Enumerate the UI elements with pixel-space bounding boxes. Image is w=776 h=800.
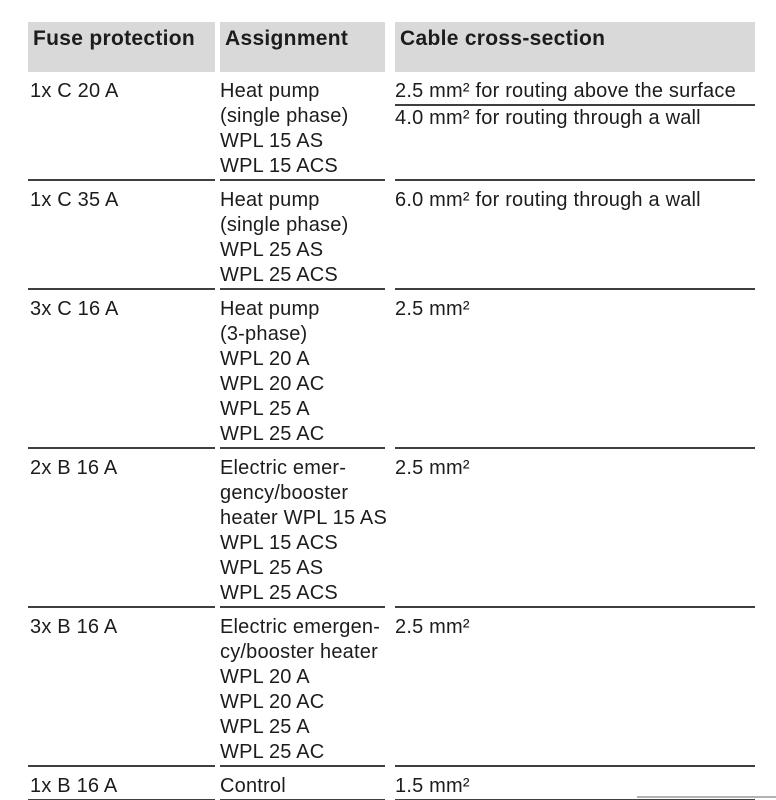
assignment-line: WPL 25 A bbox=[220, 716, 310, 738]
assignment-line: WPL 25 AC bbox=[220, 741, 325, 763]
assignment-line: WPL 20 A bbox=[220, 348, 310, 370]
assignment-line: Heat pump bbox=[220, 298, 320, 320]
assignment-line: Control bbox=[220, 775, 286, 797]
table-header-row bbox=[28, 22, 755, 72]
assignment-cell bbox=[220, 449, 385, 608]
cable-cell bbox=[395, 449, 755, 608]
assignment-cell bbox=[220, 290, 385, 449]
fuse-protection-cell: 1x B 16 A bbox=[28, 767, 215, 800]
cable-option: 2.5 mm² bbox=[395, 616, 470, 638]
fuse-protection-cell: 2x B 16 A bbox=[28, 449, 215, 608]
cable-option: 6.0 mm² for routing through a wall bbox=[395, 189, 701, 211]
fuse-protection-table bbox=[28, 22, 755, 800]
assignment-cell bbox=[220, 72, 385, 181]
fuse-protection-cell: 3x C 16 A bbox=[28, 290, 215, 449]
assignment-line: WPL 25 AS bbox=[220, 239, 324, 261]
assignment-line: cy/booster heater bbox=[220, 641, 378, 663]
cable-cell bbox=[395, 72, 755, 181]
assignment-line: gency/booster bbox=[220, 482, 349, 504]
assignment-line: Electric emer- bbox=[220, 457, 347, 479]
assignment-line: WPL 25 AS bbox=[220, 557, 324, 579]
table-row bbox=[28, 449, 755, 608]
fuse-protection-cell: 1x C 20 A bbox=[28, 72, 215, 181]
table-row bbox=[28, 290, 755, 449]
cable-option: 2.5 mm² bbox=[395, 457, 470, 479]
cable-option: 2.5 mm² bbox=[395, 298, 470, 320]
assignment-line: (3-phase) bbox=[220, 323, 308, 345]
assignment-line: Electric emergen- bbox=[220, 616, 381, 638]
cable-cell bbox=[395, 290, 755, 449]
assignment-line: WPL 25 AC bbox=[220, 423, 325, 445]
cable-option: 1.5 mm² bbox=[395, 775, 470, 797]
header-assignment: Assignment bbox=[220, 22, 385, 72]
assignment-line: WPL 20 AC bbox=[220, 373, 325, 395]
assignment-line: WPL 20 A bbox=[220, 666, 310, 688]
header-cable-cross-section: Cable cross-section bbox=[395, 22, 755, 72]
cable-cell bbox=[395, 608, 755, 767]
assignment-line: (single phase) bbox=[220, 105, 349, 127]
assignment-line: WPL 15 AS bbox=[220, 130, 324, 152]
assignment-line: heater WPL 15 AS bbox=[220, 507, 387, 529]
assignment-cell bbox=[220, 608, 385, 767]
cable-cell bbox=[395, 181, 755, 290]
assignment-cell bbox=[220, 181, 385, 290]
assignment-line: WPL 20 AC bbox=[220, 691, 325, 713]
cable-option: 4.0 mm² for routing through a wall bbox=[395, 107, 701, 129]
assignment-line: Heat pump bbox=[220, 189, 320, 211]
assignment-line: WPL 15 ACS bbox=[220, 532, 338, 554]
fuse-protection-cell: 3x B 16 A bbox=[28, 608, 215, 767]
assignment-cell bbox=[220, 767, 385, 800]
assignment-line: (single phase) bbox=[220, 214, 349, 236]
assignment-line: Heat pump bbox=[220, 80, 320, 102]
table-row bbox=[28, 181, 755, 290]
table-row bbox=[28, 608, 755, 767]
assignment-line: WPL 25 ACS bbox=[220, 582, 338, 604]
table-row bbox=[28, 72, 755, 181]
fuse-protection-cell: 1x C 35 A bbox=[28, 181, 215, 290]
cable-option: 2.5 mm² for routing above the surface bbox=[395, 79, 755, 106]
assignment-line: WPL 25 A bbox=[220, 398, 310, 420]
next-section-top-border bbox=[637, 796, 776, 798]
header-fuse-protection: Fuse protection bbox=[28, 22, 215, 72]
assignment-line: WPL 15 ACS bbox=[220, 155, 338, 177]
assignment-line: WPL 25 ACS bbox=[220, 264, 338, 286]
